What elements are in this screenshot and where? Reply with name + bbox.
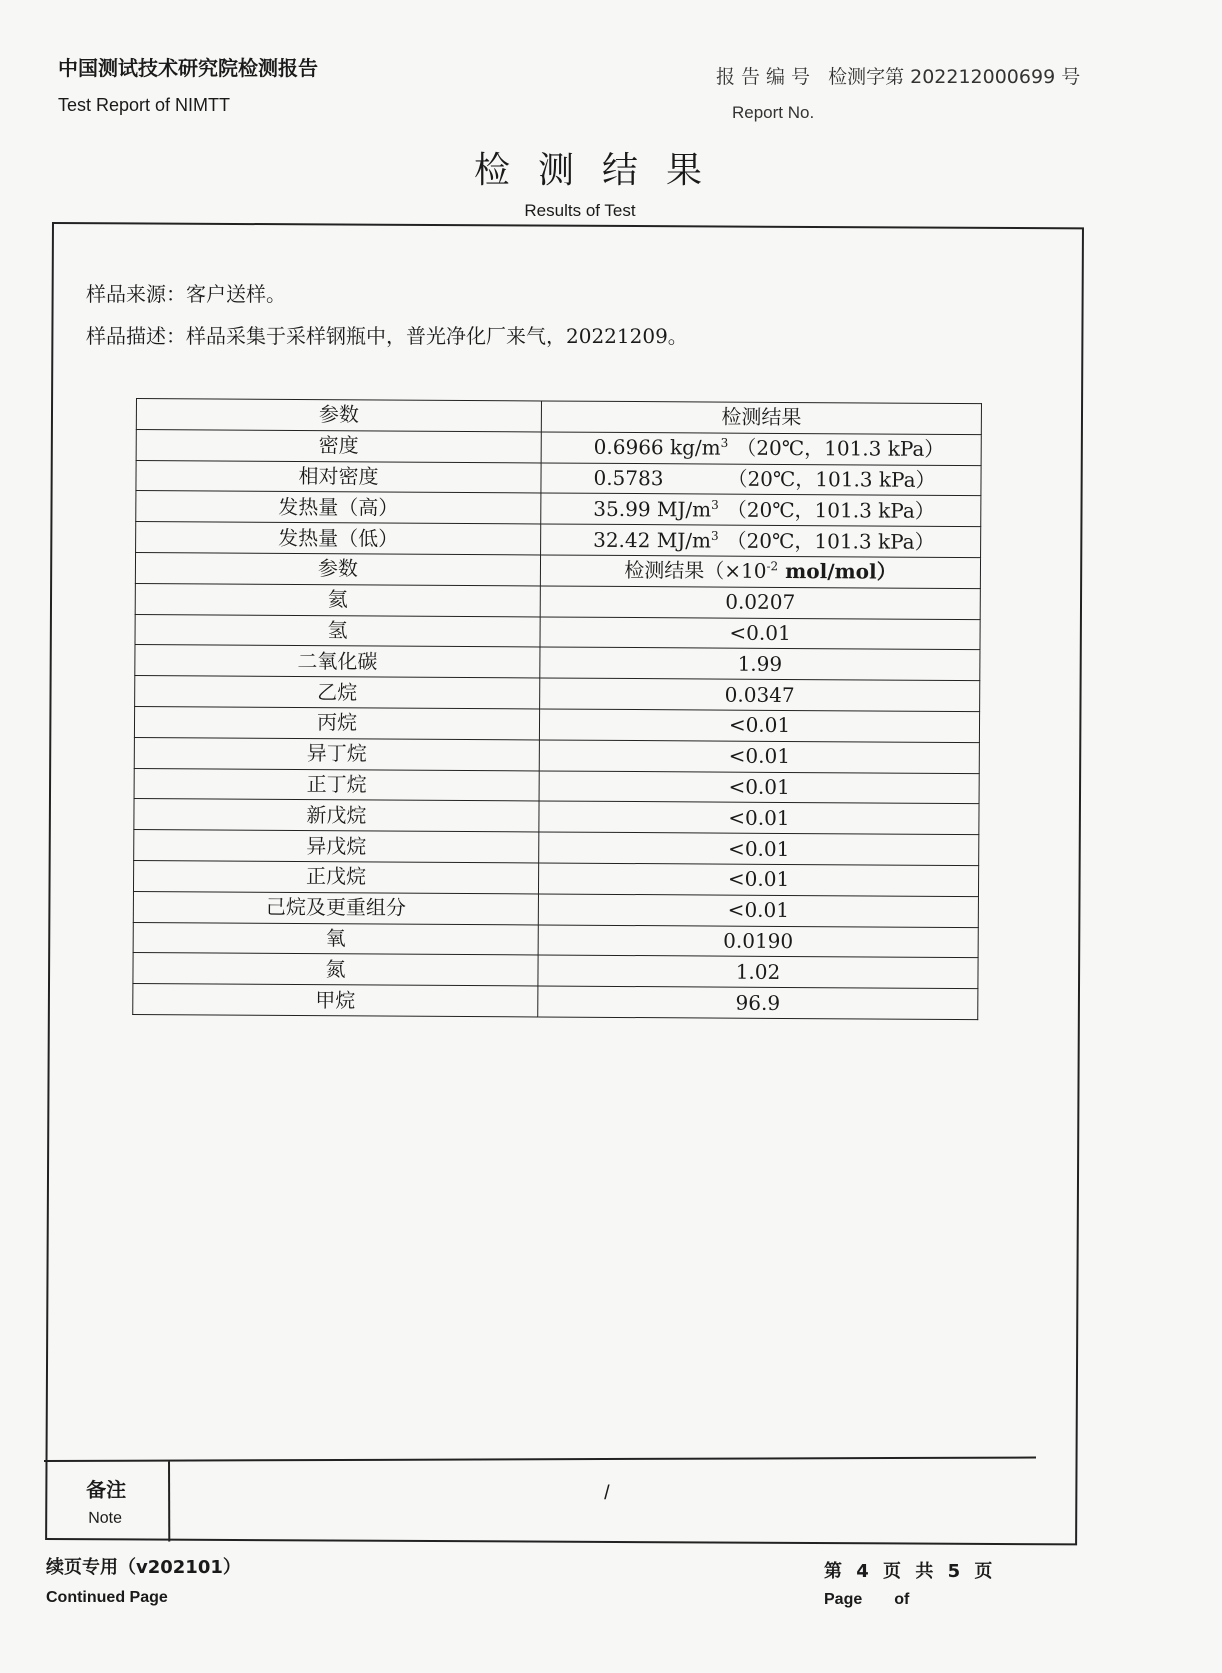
header-param: 参数 [136,399,541,432]
result-cell [541,524,981,557]
result-condition: （20℃，101.3 kPa） [726,497,935,523]
header-result-post: mol/mol） [778,559,897,585]
result-condition: （20℃，101.3 kPa） [727,466,936,492]
component-value: <0.01 [539,801,979,834]
header-result-sup: -2 [766,559,779,574]
table-row [134,830,979,866]
table-row [135,676,980,712]
note-label-cn: 备注 [86,1477,127,1502]
result-value: 32.42 MJ/m [593,527,712,553]
note-section [44,1457,1036,1542]
table-row [135,614,980,650]
result-unit-exponent: 3 [711,497,719,512]
result-value: 35.99 MJ/m [593,496,712,522]
page-label-en: Page [824,1591,863,1608]
table-row [133,860,978,896]
report-number-value: 检测字第 202212000699 号 [828,66,1081,88]
component-value: <0.01 [538,863,978,896]
note-label-en: Note [88,1509,123,1527]
component-value: <0.01 [539,740,979,773]
component-name: 正戊烷 [133,860,538,893]
header-result: 检测结果 [541,401,981,434]
component-value: 0.0347 [540,678,980,711]
table-row [136,429,981,465]
component-value: <0.01 [540,617,980,650]
results-table [132,398,982,1020]
org-name-en: Test Report of NIMTT [58,95,231,115]
footer-continued-cn: 续页专用（v202101） [46,1557,241,1578]
result-value: 0.5783 [593,465,664,491]
component-value: <0.01 [539,771,979,804]
result-condition: （20℃，101.3 kPa） [726,528,935,554]
result-cell [541,493,981,526]
report-number-label-en: Report No. [732,103,815,122]
table-row [133,953,978,989]
table-header-row [135,552,980,588]
physical-properties [136,399,982,558]
component-name: 氢 [135,614,540,647]
note-divider [168,1462,170,1542]
header-param: 参数 [135,552,540,585]
of-label-en: of [894,1591,910,1608]
component-value: 1.02 [538,955,978,988]
result-unit-exponent: 3 [710,528,719,543]
report-number [716,62,1080,89]
table-row [136,491,981,527]
result-cell [541,432,981,465]
table-row [136,460,981,496]
table-row [134,737,979,773]
component-value: <0.01 [539,709,979,742]
table-row [134,768,979,804]
component-name: 正丁烷 [134,768,539,801]
result-cell [541,463,981,496]
component-name: 氦 [135,583,540,616]
component-name: 甲烷 [133,984,538,1017]
component-value: 1.99 [540,647,980,680]
note-value: / [604,1482,610,1505]
component-name: 异戊烷 [134,830,539,863]
table-row [133,922,978,958]
org-name-cn: 中国测试技术研究院检测报告 [58,56,318,80]
component-name: 氮 [133,953,538,986]
component-value: <0.01 [539,832,979,865]
page-number-en [824,1591,909,1609]
param-cell: 发热量（高） [136,491,541,524]
header-result-pre: 检测结果（×10 [624,558,767,584]
sample-source: 样品来源：客户送样。 [86,282,286,306]
table-header-row [136,399,981,435]
param-cell: 发热量（低） [136,522,541,555]
page-title-en: Results of Test [524,201,636,220]
component-name: 己烷及更重组分 [133,891,538,924]
composition-rows [133,583,981,1019]
table-row [134,706,979,742]
page-number-cn: 第 4 页 共 5 页 [824,1561,997,1582]
table-row [135,583,980,619]
table-row [133,891,978,927]
composition-header [135,552,980,588]
param-cell: 密度 [136,429,541,462]
table-row [135,645,980,681]
table-row [134,799,979,835]
footer-continued-en: Continued Page [46,1589,168,1606]
result-value: 0.6966 kg/m [593,434,721,460]
page-title: 检测结果 [473,150,730,191]
component-value: 0.0190 [538,925,978,958]
component-name: 乙烷 [135,676,540,709]
result-condition: （20℃，101.3 kPa） [736,435,945,462]
component-name: 丙烷 [134,706,539,739]
component-value: <0.01 [538,894,978,927]
component-name: 二氧化碳 [135,645,540,678]
component-value: 0.0207 [540,586,980,619]
table-row [136,522,981,558]
component-value: 96.9 [538,986,978,1019]
sample-description: 样品描述：样品采集于采样钢瓶中，普光净化厂来气，20221209。 [86,324,688,348]
component-name: 异丁烷 [134,737,539,770]
header-result-composition [540,555,980,588]
component-name: 新戊烷 [134,799,539,832]
param-cell: 相对密度 [136,460,541,493]
component-name: 氧 [133,922,538,955]
result-unit-exponent: 3 [720,436,729,451]
report-number-label: 报告编号 [716,66,817,88]
table-row [133,984,978,1020]
